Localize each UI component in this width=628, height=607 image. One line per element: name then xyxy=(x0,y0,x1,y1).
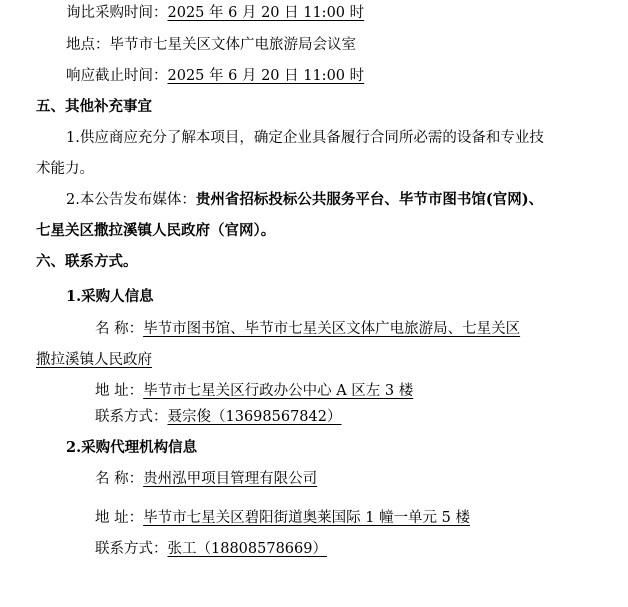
inquiry-time-value: 2025 年 6 月 20 日 11:00 时 xyxy=(167,5,365,21)
agency-heading: 2.采购代理机构信息 xyxy=(66,439,198,456)
purchaser-name-row xyxy=(95,319,520,339)
deadline-row xyxy=(66,66,364,86)
section5-item1-line2: 术能力。 xyxy=(36,161,94,177)
agency-contact-value: 张工（18808578669） xyxy=(167,541,327,557)
location-label: 地点： xyxy=(66,37,110,53)
agency-contact-label: 联系方式： xyxy=(95,541,168,557)
inquiry-time-label: 询比采购时间： xyxy=(66,5,168,21)
section5-item2-line1 xyxy=(66,190,543,210)
purchaser-contact-value: 聂宗俊（13698567842） xyxy=(167,409,342,425)
location-row xyxy=(66,35,356,55)
agency-address-value: 毕节市七星关区碧阳街道奥莱国际 1 幢一单元 5 楼 xyxy=(143,510,470,526)
section5-heading: 五、其他补充事宜 xyxy=(36,98,152,115)
deadline-value: 2025 年 6 月 20 日 11:00 时 xyxy=(167,68,365,84)
purchaser-name-label: 名 称： xyxy=(95,321,144,337)
purchaser-address-value: 毕节市七星关区行政办公中心 A 区左 3 楼 xyxy=(143,383,414,399)
purchaser-heading: 1.采购人信息 xyxy=(66,288,154,305)
agency-address-label: 地 址： xyxy=(95,510,144,526)
agency-name-label: 名 称： xyxy=(95,471,144,487)
section5-item1-line1: 1.供应商应充分了解本项目，确定企业具备履行合同所必需的设备和专业技 xyxy=(66,130,544,146)
section5-item2-line2: 七星关区撒拉溪镇人民政府（官网）。 xyxy=(36,222,276,239)
item2-prefix: 2.本公告发布媒体： xyxy=(66,192,196,208)
item2-media-list: 贵州省招标投标公共服务平台、毕节市图书馆(官网)、 xyxy=(195,191,544,208)
purchaser-contact-row xyxy=(95,407,341,427)
section6-heading: 六、联系方式。 xyxy=(36,253,138,270)
purchaser-name-value: 毕节市图书馆、毕节市七星关区文体广电旅游局、七星关区 xyxy=(143,321,521,337)
purchaser-name-line2: 撒拉溪镇人民政府 xyxy=(36,352,152,368)
purchaser-contact-label: 联系方式： xyxy=(95,409,168,425)
deadline-label: 响应截止时间： xyxy=(66,68,168,84)
purchaser-address-label: 地 址： xyxy=(95,383,144,399)
purchaser-address-row xyxy=(95,381,413,401)
agency-address-row xyxy=(95,508,470,528)
location-value: 毕节市七星关区文体广电旅游局会议室 xyxy=(109,37,356,53)
agency-name-value: 贵州泓甲项目管理有限公司 xyxy=(143,471,318,487)
agency-name-row xyxy=(95,469,317,489)
agency-contact-row xyxy=(95,539,327,559)
inquiry-time-row xyxy=(66,3,364,23)
